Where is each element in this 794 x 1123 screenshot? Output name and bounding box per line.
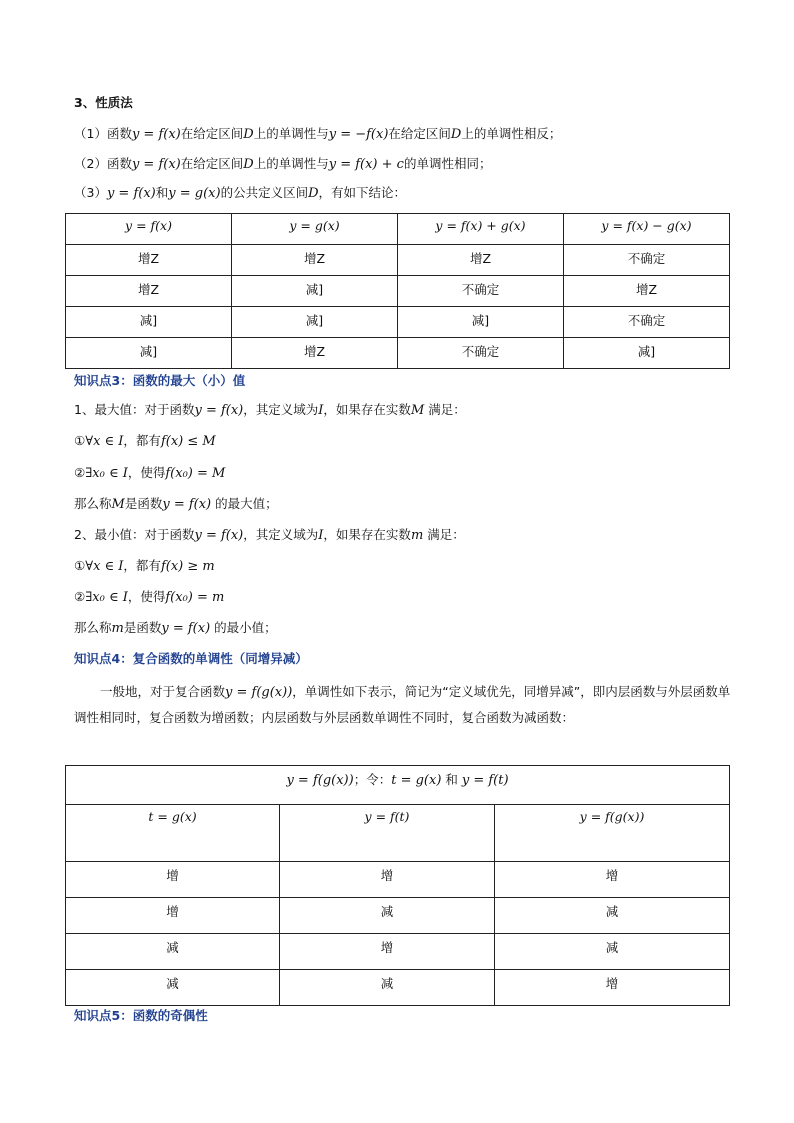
table-header: y = f(x)	[66, 214, 232, 245]
table-row	[66, 307, 730, 338]
max-condition-2: ②∃x₀ ∈ I，使得f(x₀) = M	[74, 465, 226, 481]
table-cell: 不确定	[398, 338, 564, 369]
table-cell: 减]	[232, 307, 398, 338]
table-cell: 不确定	[398, 276, 564, 307]
table-cell: 减	[495, 934, 730, 970]
knowledge-point-5-heading: 知识点5：函数的奇偶性	[74, 1008, 208, 1023]
table-header: y = f(t)	[280, 805, 495, 862]
table-cell: 增Z	[232, 338, 398, 369]
max-conclusion: 那么称M是函数y = f(x) 的最大值；	[74, 496, 278, 512]
table-cell: 增	[66, 898, 280, 934]
table-header: t = g(x)	[66, 805, 280, 862]
knowledge-point-3-heading: 知识点3：函数的最大（小）值	[74, 373, 246, 388]
table-cell: 增	[280, 862, 495, 898]
table-row	[66, 862, 730, 898]
table-cell: 不确定	[564, 307, 730, 338]
min-condition-1: ①∀x ∈ I，都有f(x) ≥ m	[74, 558, 215, 574]
table-cell: 减	[495, 898, 730, 934]
max-definition: 1、最大值：对于函数y = f(x)，其定义域为I，如果存在实数M 满足：	[74, 402, 466, 418]
table-cell: 增Z	[66, 245, 232, 276]
table-cell: 不确定	[564, 245, 730, 276]
table-header-row	[66, 214, 730, 245]
property-item-1: （1）函数y = f(x)在给定区间D上的单调性与y = −f(x)在给定区间D上的单调性相反；	[74, 126, 562, 142]
table-cell: 增	[66, 862, 280, 898]
table-cell: 减	[66, 970, 280, 1006]
table-row	[66, 970, 730, 1006]
table-cell: 减]	[232, 276, 398, 307]
min-definition: 2、最小值：对于函数y = f(x)，其定义域为I，如果存在实数m 满足：	[74, 527, 465, 543]
table-cell: 减	[280, 898, 495, 934]
composite-paragraph: 一般地，对于复合函数y = f(g(x))，单调性如下表示，简记为“定义域优先，同增异减”，即内层函数与外层函数单调性相同时，复合函数为增函数；内层函数与外层函数单调性不同时，复合函数为减函数：	[74, 684, 731, 725]
table-cell: 增Z	[564, 276, 730, 307]
table-cell: 增Z	[232, 245, 398, 276]
min-condition-2: ②∃x₀ ∈ I，使得f(x₀) = m	[74, 589, 225, 605]
table-header: y = f(x) − g(x)	[564, 214, 730, 245]
table-cell: 减]	[564, 338, 730, 369]
table-row	[66, 898, 730, 934]
table-cell: 增	[495, 862, 730, 898]
monotonicity-table	[65, 213, 730, 369]
composite-table-title: y = f(g(x))；令：t = g(x) 和 y = f(t)	[66, 766, 730, 805]
table-cell: 减]	[66, 307, 232, 338]
table-header: y = f(g(x))	[495, 805, 730, 862]
table-header: y = f(x) + g(x)	[398, 214, 564, 245]
knowledge-point-4-heading: 知识点4：复合函数的单调性（同增异减）	[74, 651, 308, 666]
composite-table	[65, 765, 730, 1006]
table-cell: 减	[66, 934, 280, 970]
table-cell: 增	[280, 934, 495, 970]
property-item-3: （3）y = f(x)和y = g(x)的公共定义区间D，有如下结论：	[74, 185, 407, 201]
composite-table-title-row	[66, 766, 730, 805]
min-conclusion: 那么称m是函数y = f(x) 的最小值；	[74, 620, 277, 636]
property-item-2: （2）函数y = f(x)在给定区间D上的单调性与y = f(x) + c的单调性相同；	[74, 156, 492, 172]
section-heading: 3、性质法	[74, 95, 133, 110]
table-header-row	[66, 805, 730, 862]
table-row	[66, 934, 730, 970]
table-cell: 减]	[66, 338, 232, 369]
table-cell: 增Z	[66, 276, 232, 307]
table-row	[66, 245, 730, 276]
table-cell: 增Z	[398, 245, 564, 276]
table-header: y = g(x)	[232, 214, 398, 245]
table-row	[66, 338, 730, 369]
table-cell: 增	[495, 970, 730, 1006]
table-cell: 减	[280, 970, 495, 1006]
table-cell: 减]	[398, 307, 564, 338]
table-row	[66, 276, 730, 307]
max-condition-1: ①∀x ∈ I，都有f(x) ≤ M	[74, 433, 216, 449]
